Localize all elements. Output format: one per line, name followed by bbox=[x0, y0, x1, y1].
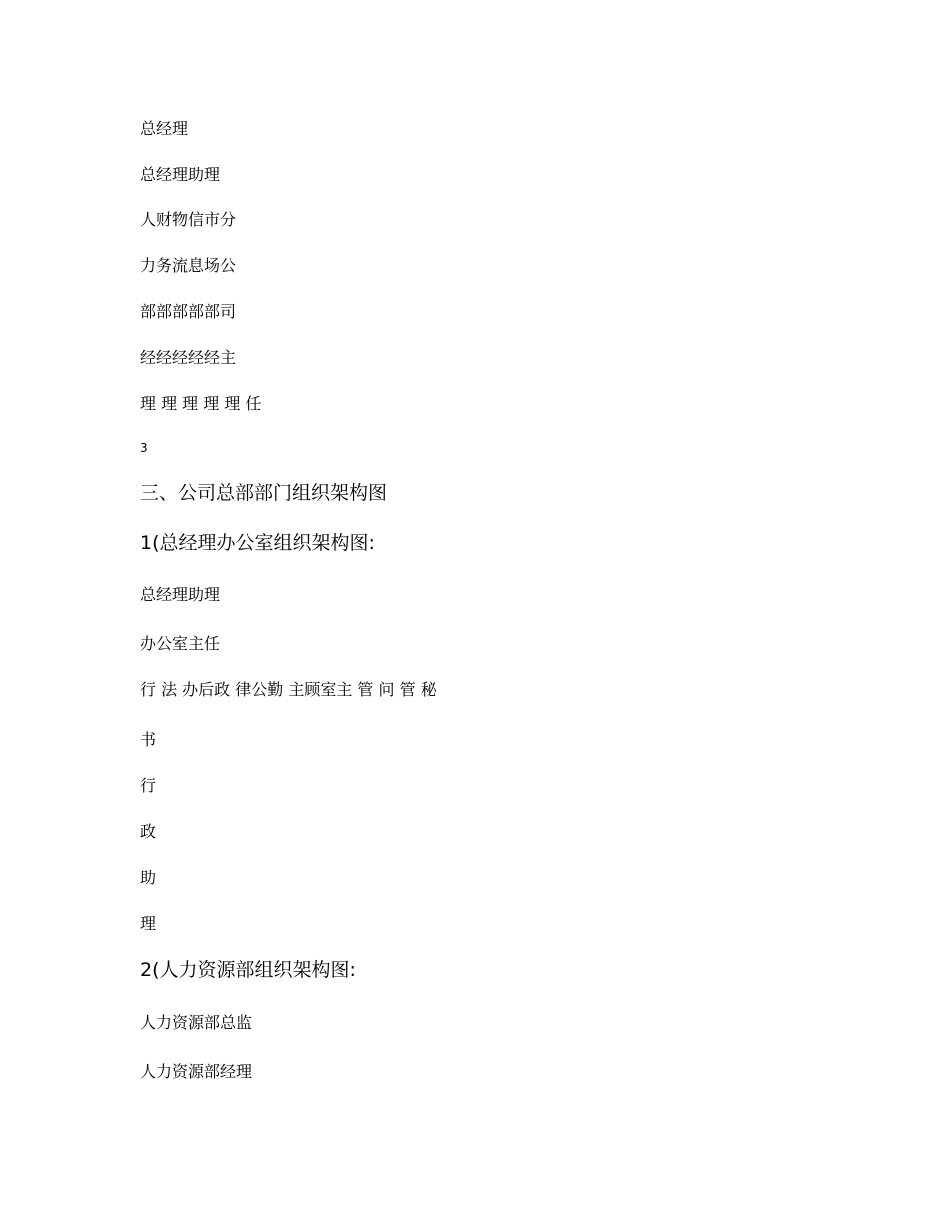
subsection-heading: 1(总经理办公室组织架构图: bbox=[140, 532, 375, 554]
org-chart-line: 总经理 bbox=[140, 119, 189, 138]
org-chart-line: 政 bbox=[140, 822, 157, 841]
section-heading: 三、公司总部部门组织架构图 bbox=[140, 482, 388, 504]
org-chart-line: 书 bbox=[140, 730, 157, 749]
org-chart-line: 理 bbox=[140, 914, 157, 933]
org-chart-line: 人财物信市分 bbox=[140, 210, 237, 229]
page-number: 3 bbox=[140, 441, 148, 455]
org-chart-line: 总经理助理 bbox=[140, 585, 221, 604]
subsection-heading: 2(人力资源部组织架构图: bbox=[140, 959, 356, 981]
org-chart-line: 部部部部部司 bbox=[140, 302, 237, 321]
org-chart-line: 办公室主任 bbox=[140, 634, 221, 653]
org-chart-line: 人力资源部经理 bbox=[140, 1062, 253, 1081]
org-chart-line: 力务流息场公 bbox=[140, 256, 237, 275]
org-chart-line: 行 法 办后政 律公勤 主顾室主 管 问 管 秘 bbox=[140, 680, 437, 699]
org-chart-line: 助 bbox=[140, 868, 157, 887]
org-chart-line: 理 理 理 理 理 任 bbox=[140, 394, 262, 413]
org-chart-line: 行 bbox=[140, 776, 157, 795]
org-chart-line: 经经经经经主 bbox=[140, 348, 237, 367]
org-chart-line: 总经理助理 bbox=[140, 165, 221, 184]
org-chart-line: 人力资源部总监 bbox=[140, 1013, 253, 1032]
